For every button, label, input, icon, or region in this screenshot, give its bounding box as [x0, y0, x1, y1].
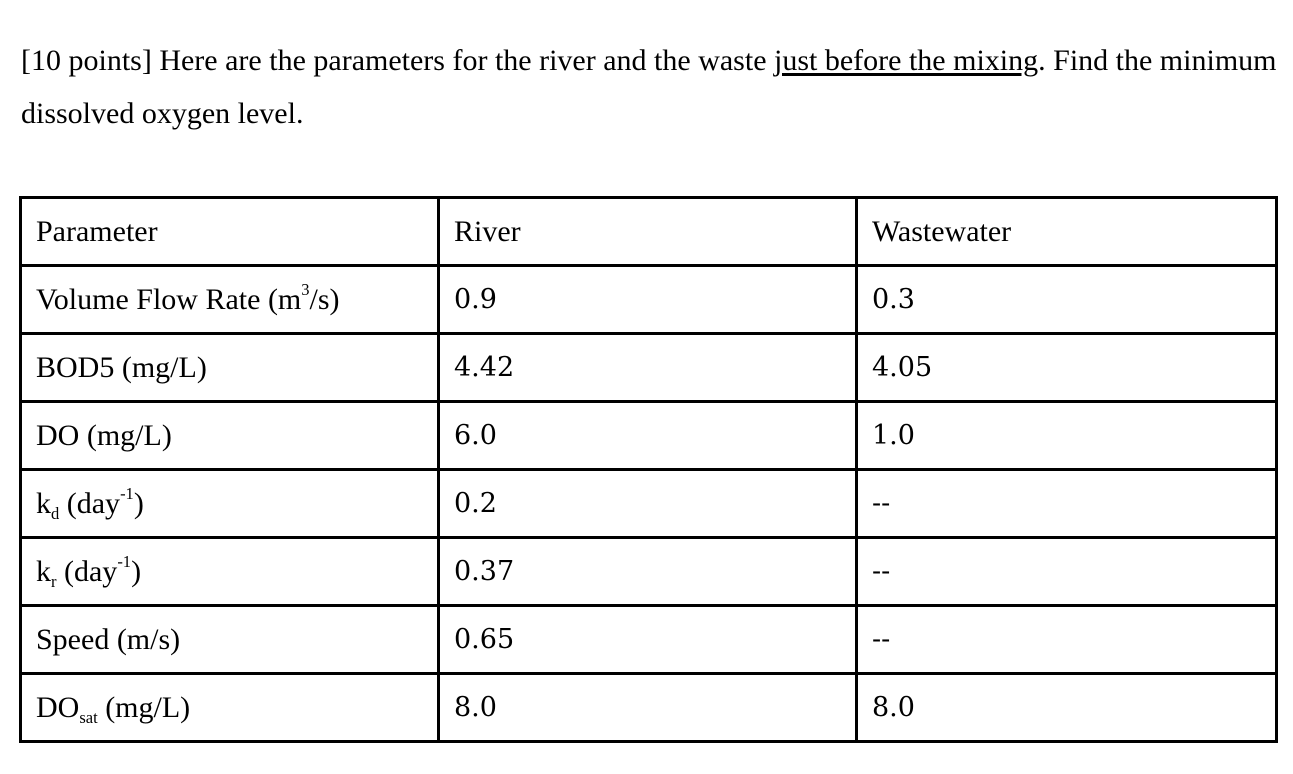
- river-value: 4.42: [439, 334, 857, 402]
- wastewater-value: 8.0: [857, 674, 1277, 742]
- river-value: 6.0: [439, 402, 857, 470]
- question-lead: [10 points] Here are the parameters for the river and the waste: [21, 44, 775, 77]
- wastewater-value: --: [857, 606, 1277, 674]
- river-value: 0.65: [439, 606, 857, 674]
- river-value: 0.9: [439, 266, 857, 334]
- wastewater-value: --: [857, 470, 1277, 538]
- parameter-cell: Speed (m/s): [21, 606, 439, 674]
- parameter-cell: $k_r$ (day$^{-1}$): [21, 538, 439, 606]
- river-value: 0.37: [439, 538, 857, 606]
- river-value: 8.0: [439, 674, 857, 742]
- parameter-cell: DO (mg/L): [21, 402, 439, 470]
- wastewater-value: 1.0: [857, 402, 1277, 470]
- question-trail: . Find the minimum dissolved oxygen level.: [21, 44, 1277, 130]
- parameter-cell: BOD5 (mg/L): [21, 334, 439, 402]
- table-row: [21, 334, 1277, 402]
- table-row: [21, 402, 1277, 470]
- parameter-cell: Volume Flow Rate $(m^3/s)$: [21, 266, 439, 334]
- header-parameter: Parameter: [21, 198, 439, 266]
- table-row: [21, 674, 1277, 742]
- table-header-row: [21, 198, 1277, 266]
- table-row: [21, 538, 1277, 606]
- table-row: [21, 266, 1277, 334]
- header-river: River: [439, 198, 857, 266]
- river-value: 0.2: [439, 470, 857, 538]
- table-row: [21, 470, 1277, 538]
- wastewater-value: --: [857, 538, 1277, 606]
- header-wastewater: Wastewater: [857, 198, 1277, 266]
- question-text: [21, 34, 1281, 140]
- parameter-cell: $DO_{sat}$ (mg/L): [21, 674, 439, 742]
- question-emphasis: just before the mixing: [774, 44, 1039, 77]
- wastewater-value: 0.3: [857, 266, 1277, 334]
- parameter-cell: $k_d$ (day$^{-1}$): [21, 470, 439, 538]
- parameters-table: [19, 196, 1278, 743]
- table-row: [21, 606, 1277, 674]
- wastewater-value: 4.05: [857, 334, 1277, 402]
